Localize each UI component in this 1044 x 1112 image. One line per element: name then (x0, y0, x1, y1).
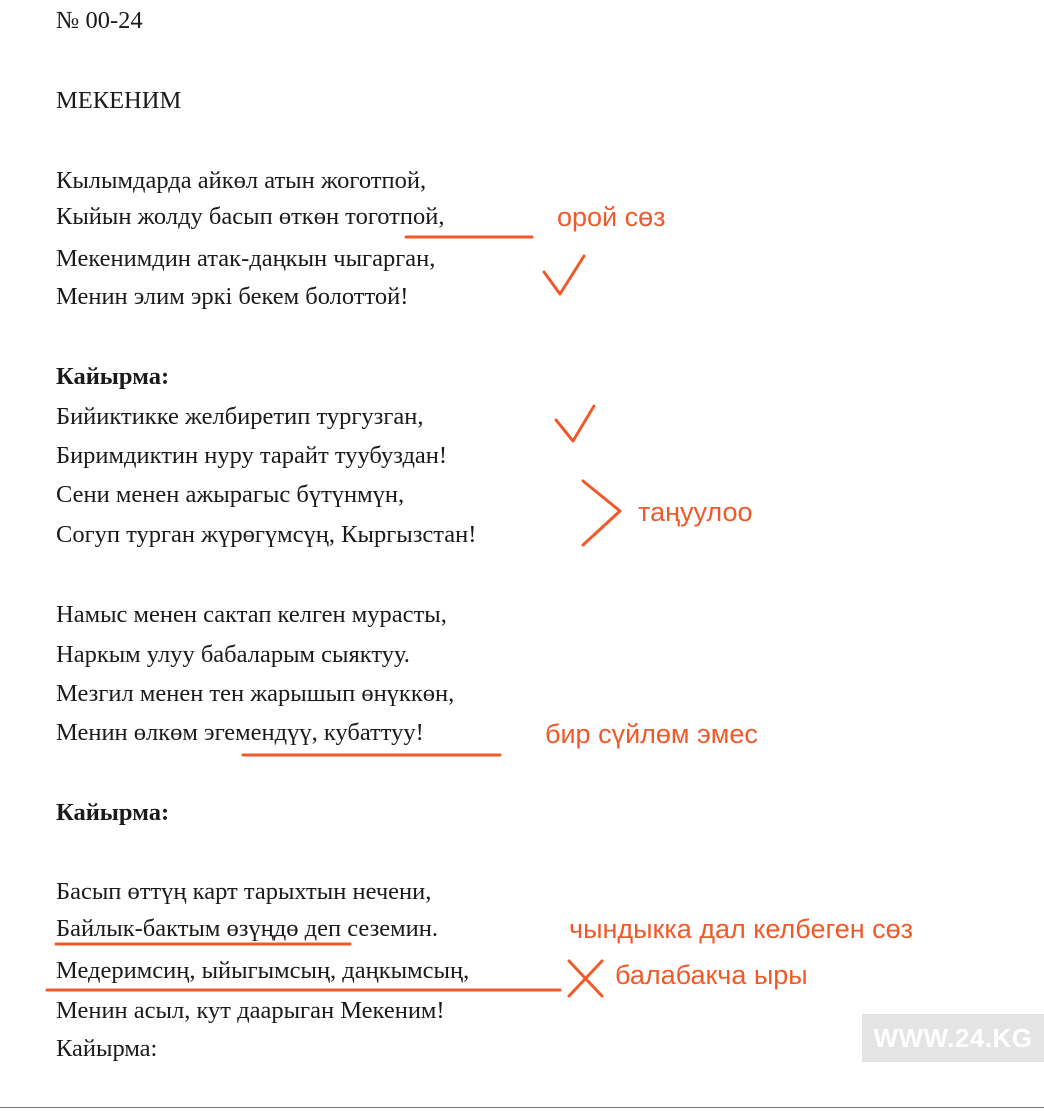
song-title: МЕКЕНИМ (56, 87, 182, 114)
verse1-line3: Мекенимдин атак-даңкын чыгарган, (56, 245, 436, 272)
verse3-line3: Медеримсиң, ыйыгымсың, даңкымсың, (56, 957, 470, 984)
verse2-line3: Мезгил менен тен жарышып өнүккөн, (56, 680, 455, 707)
note-kindergarten-song: балабакча ыры (615, 960, 808, 990)
closing-chorus: Кайырма: (56, 1035, 158, 1062)
verse2-line4: Менин өлкөм эгемендүү, кубаттуу! (56, 719, 424, 746)
checkmark-verse1 (544, 256, 584, 294)
verse1-line4: Менин элим эркi бекем болоттой! (56, 283, 409, 310)
chorus-line1: Бийиктикке желбиретип тургузган, (56, 403, 424, 430)
note-tautology: таңуулоо (638, 497, 753, 527)
bracket-tautology (583, 481, 620, 545)
verse1-line2: Кыйын жолду басып өткөн тоготпой, (56, 203, 445, 230)
document-number: № 00-24 (56, 7, 143, 34)
verse2-line2: Наркым улуу бабаларым сыяктуу. (56, 641, 410, 668)
chorus-heading-2: Кайырма: (56, 799, 170, 826)
chorus-line4: Согуп турган жүрөгүмсүң, Кыргызстан! (56, 521, 477, 548)
page-bottom-border (0, 1107, 1044, 1108)
verse3-line1: Басып өттүң карт тарыхтын нечени, (56, 878, 432, 905)
verse1-line1: Кылымдарда айкөл атын жоготпой, (56, 167, 427, 194)
note-untrue-word: чындыкка дал келбеген сөз (569, 914, 914, 944)
note-rude-word: орой сөз (557, 202, 666, 232)
chorus-line2: Биримдиктин нуру тарайт туубуздан! (56, 442, 448, 469)
chorus-heading: Кайырма: (56, 363, 170, 390)
verse3-line2: Байлык-бактым өзүңдө деп сеземин. (56, 915, 438, 942)
watermark-logo: WWW.24.KG (862, 1014, 1044, 1062)
checkmark-chorus (556, 406, 594, 441)
chorus-line3: Сени менен ажырагыс бүтүнмүн, (56, 481, 405, 508)
note-not-a-sentence: бир сүйлөм эмес (545, 719, 758, 749)
verse2-line1: Намыс менен сактап келген мурасты, (56, 601, 447, 628)
verse3-line4: Менин асыл, кут даарыган Мекеним! (56, 997, 445, 1024)
